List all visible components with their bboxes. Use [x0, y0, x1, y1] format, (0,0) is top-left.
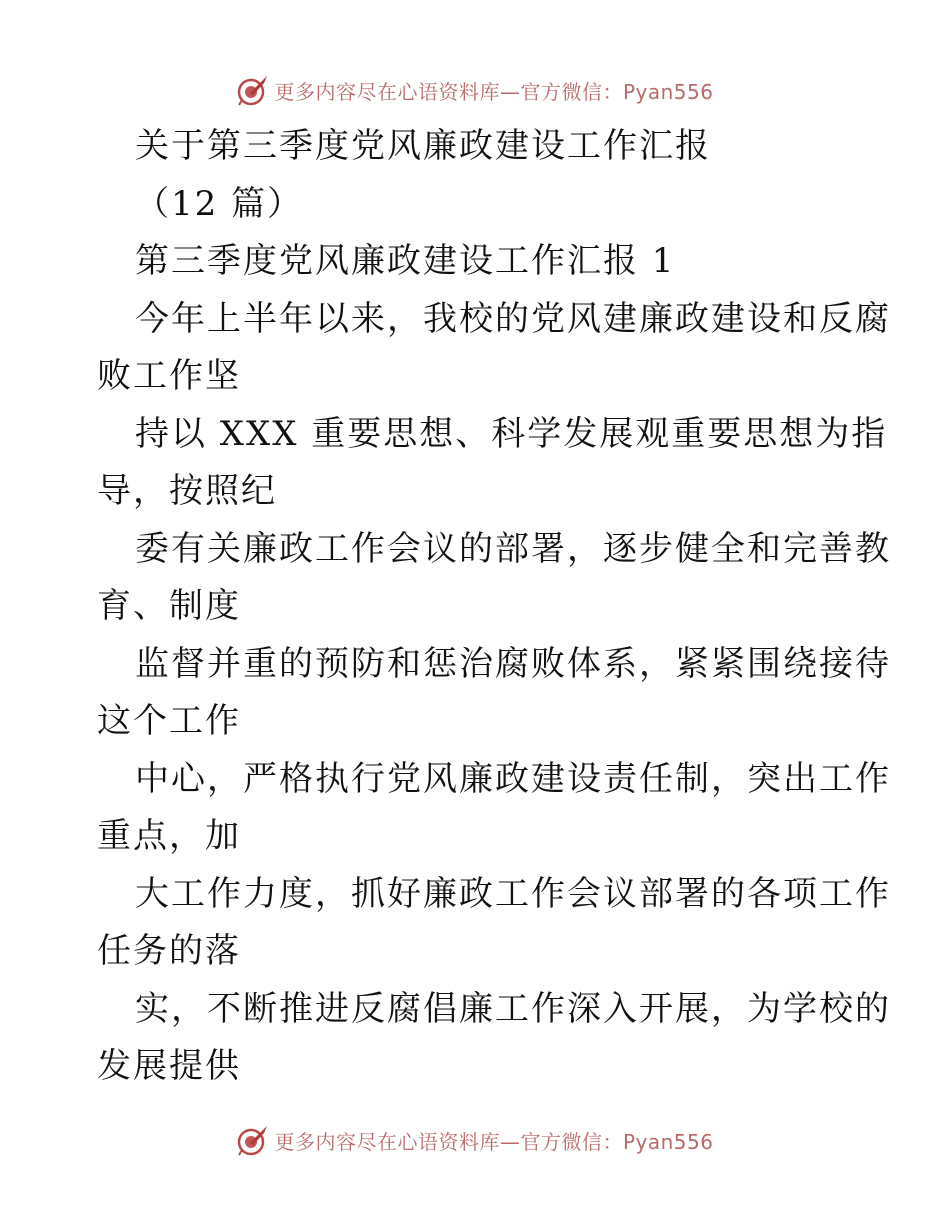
text-line: 败工作坚 [97, 356, 241, 396]
document-title: 关于第三季度党风廉政建设工作汇报 [135, 126, 711, 166]
footer-banner-text: 更多内容尽在心语资料库—官方微信：Pyan556 [274, 1129, 714, 1154]
text-line: 今年上半年以来，我校的党风建廉政建设和反腐 [135, 298, 891, 339]
quill-seal-icon [236, 1123, 270, 1157]
text-line: 委有关廉政工作会议的部署，逐步健全和完善教 [135, 528, 891, 569]
text-line: 育、制度 [97, 586, 241, 626]
text-line: （12 篇） [135, 183, 304, 224]
text-line: 发展提供 [97, 1046, 241, 1086]
text-line: 任务的落 [97, 931, 241, 971]
text-line: 这个工作 [97, 701, 241, 741]
text-line: 实，不断推进反腐倡廉工作深入开展，为学校的 [135, 988, 891, 1029]
footer-banner [0, 1120, 950, 1160]
text-line: 重点，加 [97, 816, 241, 856]
header-banner [0, 70, 950, 110]
header-banner-text: 更多内容尽在心语资料库—官方微信：Pyan556 [274, 79, 714, 104]
text-line: 导，按照纪 [97, 471, 277, 511]
text-line: 大工作力度，抓好廉政工作会议部署的各项工作 [135, 873, 891, 914]
text-line: 持以 XXX 重要思想、科学发展观重要思想为指 [135, 413, 888, 454]
text-line: 第三季度党风廉政建设工作汇报 1 [135, 241, 676, 281]
text-line: 中心，严格执行党风廉政建设责任制，突出工作 [135, 758, 891, 799]
document-body [97, 118, 891, 1096]
quill-seal-icon [236, 73, 270, 107]
text-line: 监督并重的预防和惩治腐败体系，紧紧围绕接待 [135, 643, 891, 684]
